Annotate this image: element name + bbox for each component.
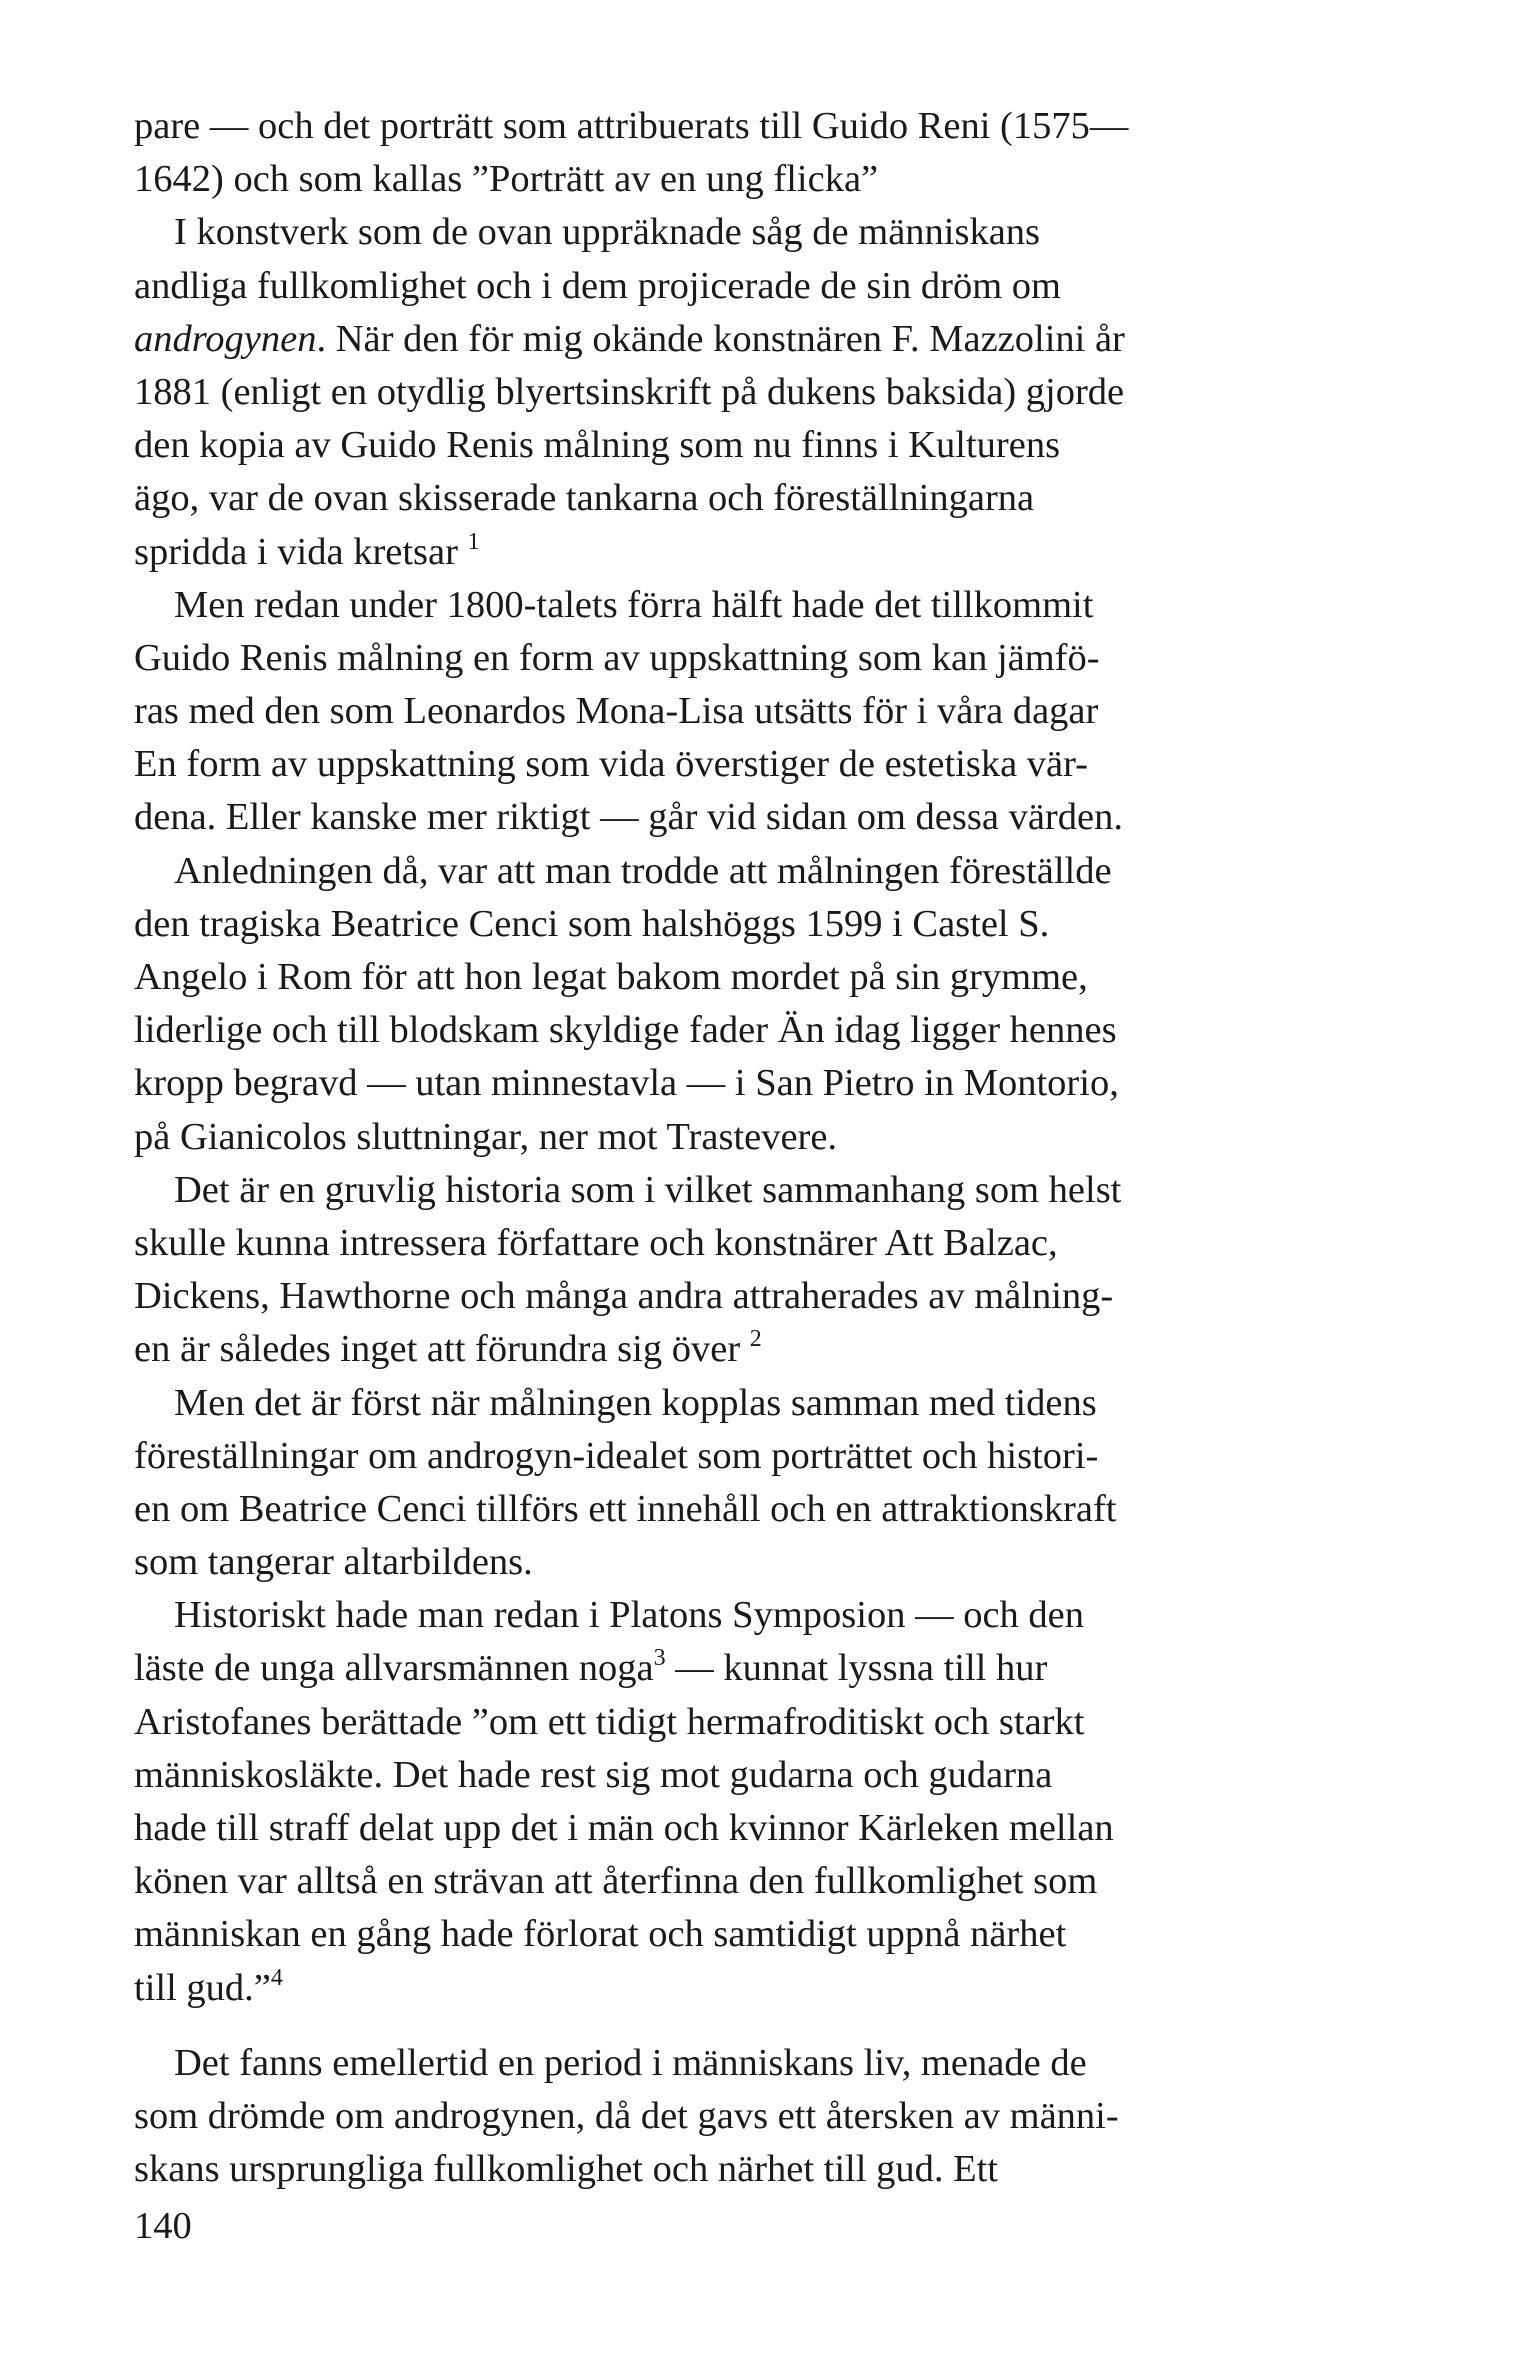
footnote-marker: 4 — [270, 1964, 283, 1991]
text-line: skans ursprungliga fullkomlighet och närhet till gud. Ett — [134, 2148, 998, 2191]
text-line: som drömde om androgynen, då det gavs ett återsken av männi- — [134, 2094, 1119, 2137]
text-line: spridda i vida kretsar $^1$ — [134, 528, 480, 573]
text-line: Historiskt hade man redan i Platons Symposion — och den — [174, 1594, 1084, 1637]
text-line: Aristofanes berättade ”om ett tidigt hermafroditiskt och starkt — [134, 1700, 1085, 1743]
text-line: kropp begravd — utan minnestavla — i San Pietro in Montorio, — [134, 1062, 1119, 1105]
text-line: människan en gång hade förlorat och samtidigt uppnå närhet — [134, 1913, 1067, 1956]
text-line: Anledningen då, var att man trodde att målningen föreställde — [174, 849, 1112, 892]
text-line: Men redan under 1800-talets förra hälft hade det tillkommit — [174, 583, 1094, 626]
page-body — [134, 100, 1334, 2196]
text-line: ägo, var de ovan skisserade tankarna och föreställningarna — [134, 477, 1035, 520]
text-line: en är således inget att förundra sig över $^2$ — [134, 1326, 762, 1371]
text-line: som tangerar altarbildens. — [134, 1541, 533, 1584]
text-line: läste de unga allvarsmännen noga$^3$ — kunnat lyssna till hur — [134, 1645, 1048, 1690]
text-line: I konstverk som de ovan uppräknade såg de människans — [174, 211, 1041, 254]
text-line: liderlige och till blodskam skyldige fader Än idag ligger hennes — [134, 1009, 1117, 1052]
footnote-marker: 1 — [467, 528, 480, 555]
text-line: föreställningar om androgyn-idealet som porträttet och histori- — [134, 1434, 1099, 1477]
text-line: pare — och det porträtt som attribuerats till Guido Reni (1575— — [134, 105, 1129, 147]
text-line: till gud.”$^4$ — [134, 1964, 283, 2009]
text-line: Men det är först när målningen kopplas samman med tidens — [174, 1381, 1097, 1424]
text-line: skulle kunna intressera författare och konstnärer Att Balzac, — [134, 1221, 1058, 1264]
footnote-marker: 2 — [749, 1326, 762, 1353]
text-line: den kopia av Guido Renis målning som nu finns i Kulturens — [134, 424, 1061, 467]
text-line: hade till straff delat upp det i män och kvinnor Kärleken mellan — [134, 1807, 1114, 1849]
text-line: androgynen. När den för mig okände konstnären F. Mazzolini år — [134, 317, 1125, 360]
text-line: 1881 (enligt en otydlig blyertsinskrift på dukens baksida) gjorde — [134, 370, 1125, 413]
page-number: 140 — [134, 2205, 192, 2247]
text-line: en om Beatrice Cenci tillförs ett innehåll och en attraktionskraft — [134, 1487, 1117, 1530]
text-line: den tragiska Beatrice Cenci som halshöggs 1599 i Castel S. — [134, 902, 1050, 945]
italic-term: androgynen — [134, 317, 317, 360]
text-line: dena. Eller kanske mer riktigt — går vid sidan om dessa värden. — [134, 796, 1123, 839]
text-line: människosläkte. Det hade rest sig mot gudarna och gudarna — [134, 1753, 1053, 1796]
footnote-marker: 3 — [653, 1645, 666, 1672]
text-line: Det är en gruvlig historia som i vilket sammanhang som helst — [174, 1168, 1122, 1211]
text-line: Guido Renis målning en form av uppskattning som kan jämfö- — [134, 636, 1100, 679]
text-line: på Gianicolos sluttningar, ner mot Trastevere. — [134, 1115, 838, 1158]
text-line: andliga fullkomlighet och i dem projicerade de sin dröm om — [134, 264, 1061, 307]
text-line: Det fanns emellertid en period i människans liv, menade de — [174, 2041, 1087, 2084]
text-line: Angelo i Rom för att hon legat bakom mordet på sin grymme, — [134, 956, 1088, 998]
text-line: ras med den som Leonardos Mona-Lisa utsätts för i våra dagar — [134, 690, 1099, 733]
text-line: könen var alltså en strävan att återfinna den fullkomlighet som — [134, 1860, 1098, 1903]
text-line: En form av uppskattning som vida överstiger de estetiska vär- — [134, 743, 1089, 786]
text-line: Dickens, Hawthorne och många andra attraherades av målning- — [134, 1275, 1114, 1318]
text-line: 1642) och som kallas ”Porträtt av en ung flicka” — [134, 158, 879, 201]
